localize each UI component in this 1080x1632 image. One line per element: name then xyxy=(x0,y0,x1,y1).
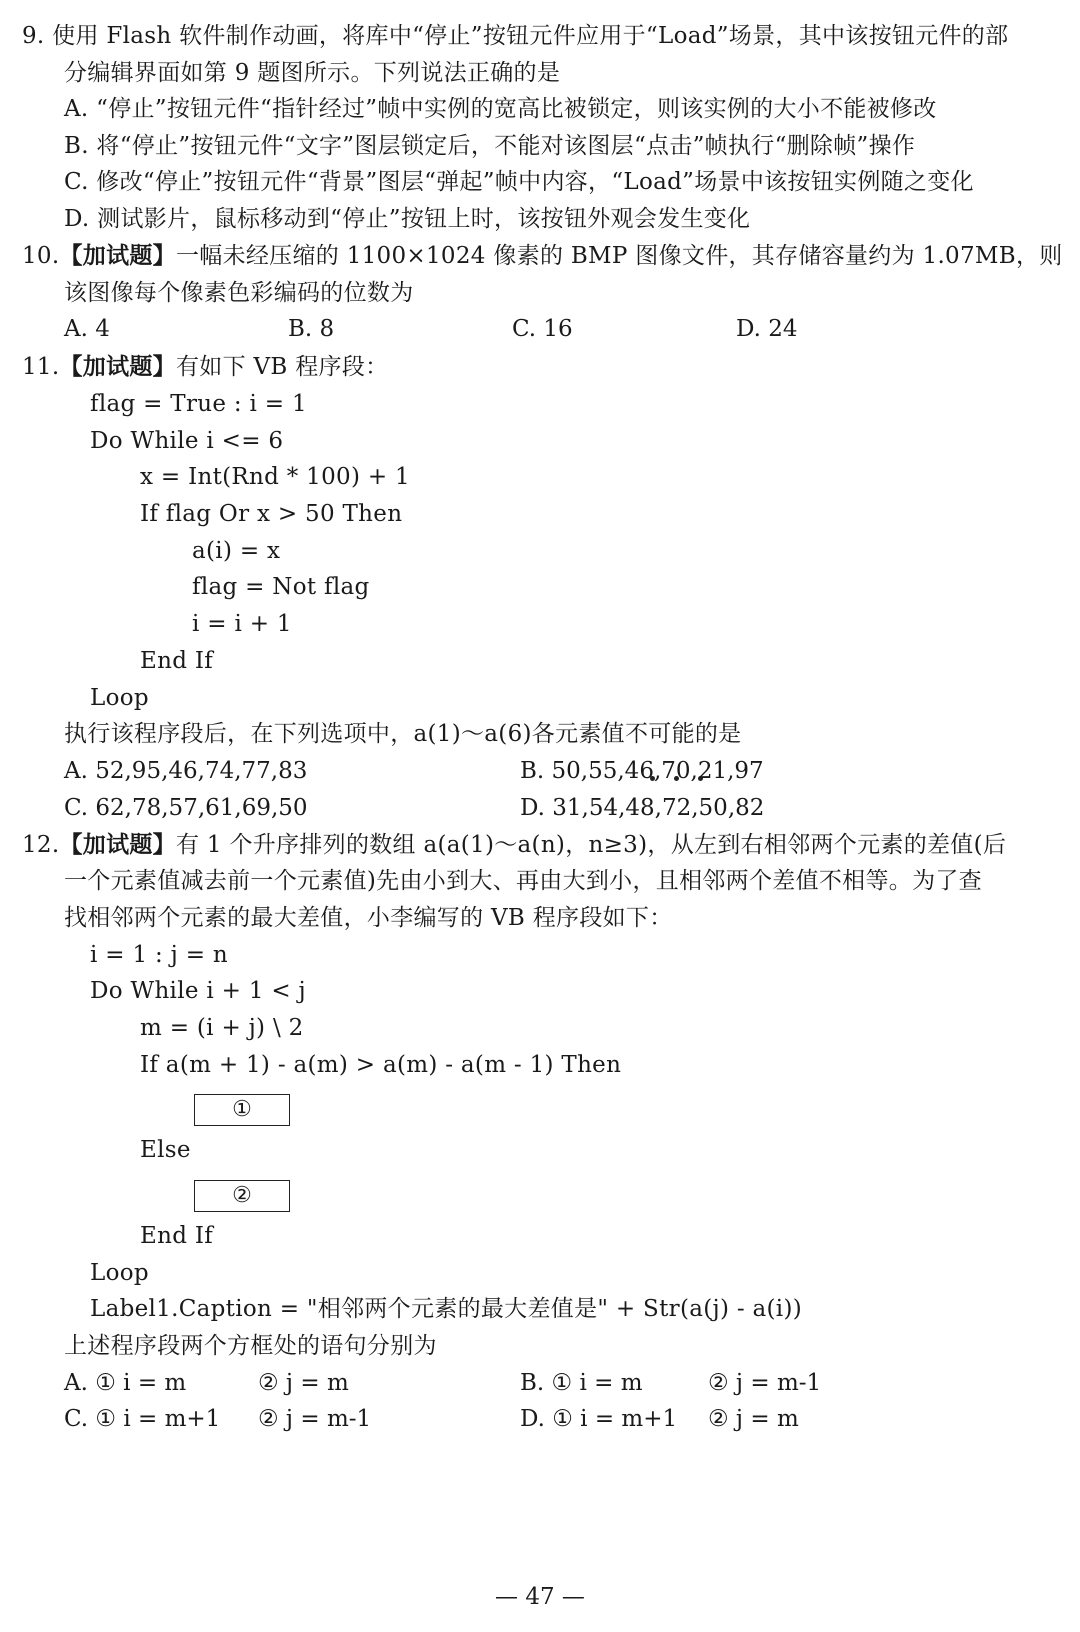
q11-stem xyxy=(22,352,388,382)
q11-code-line: i = i + 1 xyxy=(192,611,292,637)
answer-box-1: ① xyxy=(194,1094,290,1126)
q11-code-line: flag = Not flag xyxy=(192,574,370,600)
q11-number: 11. xyxy=(22,354,60,380)
q12-option-d-second: ② j = m xyxy=(708,1406,799,1432)
q12-code-line: Do While i + 1 < j xyxy=(90,978,306,1004)
q11-question: 执行该程序段后，在下列选项中，a(1)～a(6)各元素值不可能的是 xyxy=(64,721,742,747)
q12-option-d-first: D. ① i = m+1 xyxy=(520,1406,678,1432)
q10-number: 10. xyxy=(22,243,60,269)
q9-option-c: C. 修改“停止”按钮元件“背景”图层“弹起”帧中内容，“Load”场景中该按钮实例随之变化 xyxy=(64,169,974,195)
q12-code-line: End If xyxy=(140,1223,214,1249)
q10-option-b: B. 8 xyxy=(288,316,335,342)
q12-stem-line2: 一个元素值减去前一个元素值)先由小到大、再由大到小，且相邻两个差值不相等。为了查 xyxy=(64,868,982,894)
q12-stem-line3: 找相邻两个元素的最大差值，小李编写的 VB 程序段如下： xyxy=(64,905,673,931)
q10-option-d: D. 24 xyxy=(736,316,798,342)
q12-code-line: Else xyxy=(140,1137,191,1163)
q10-stem-text: 一幅未经压缩的 1100×1024 像素的 BMP 图像文件，其存储容量约为 1.07MB，则 xyxy=(175,243,1063,269)
q10-stem-line2: 该图像每个像素色彩编码的位数为 xyxy=(64,280,414,306)
q10-tag: 【加试题】 xyxy=(59,242,176,269)
q11-tag: 【加试题】 xyxy=(59,353,176,380)
q11-option-b: B. 50,55,46,70,21,97 xyxy=(520,758,764,784)
q11-option-d: D. 31,54,48,72,50,82 xyxy=(520,795,765,821)
q10-option-a: A. 4 xyxy=(64,316,110,342)
q9-option-a: A. “停止”按钮元件“指针经过”帧中实例的宽高比被锁定，则该实例的大小不能被修改 xyxy=(64,96,937,122)
q11-stem-text: 有如下 VB 程序段： xyxy=(175,354,389,380)
q12-code-line: i = 1 : j = n xyxy=(90,942,228,968)
q12-code-line: Loop xyxy=(90,1260,149,1286)
q11-code-line: flag = True : i = 1 xyxy=(90,391,307,417)
q12-option-c-second: ② j = m-1 xyxy=(258,1406,372,1432)
q12-option-a-second: ② j = m xyxy=(258,1370,349,1396)
q12-number: 12. xyxy=(22,832,60,858)
q12-code-line: m = (i + j) \ 2 xyxy=(140,1015,304,1041)
q12-option-c-first: C. ① i = m+1 xyxy=(64,1406,221,1432)
q12-option-b-second: ② j = m-1 xyxy=(708,1370,822,1396)
q12-question: 上述程序段两个方框处的语句分别为 xyxy=(64,1333,437,1359)
q9-option-b: B. 将“停止”按钮元件“文字”图层锁定后，不能对该图层“点击”帧执行“删除帧”操作 xyxy=(64,133,916,159)
q11-code-line: a(i) = x xyxy=(192,538,281,564)
answer-box-2: ② xyxy=(194,1180,290,1212)
page-number: — 47 — xyxy=(495,1584,585,1610)
q12-option-b-first: B. ① i = m xyxy=(520,1370,643,1396)
q12-stem-line1 xyxy=(22,830,1006,860)
q11-code-line: x = Int(Rnd * 100) + 1 xyxy=(140,464,410,490)
q12-tag: 【加试题】 xyxy=(59,831,176,858)
q12-code-line: If a(m + 1) - a(m) > a(m) - a(m - 1) Then xyxy=(140,1052,622,1078)
q11-option-a: A. 52,95,46,74,77,83 xyxy=(64,758,308,784)
q12-code-line: Label1.Caption = "相邻两个元素的最大差值是" + Str(a(j) - a(i)) xyxy=(90,1296,802,1322)
q11-option-c: C. 62,78,57,61,69,50 xyxy=(64,795,308,821)
q12-stem-text: 有 1 个升序排列的数组 a(a(1)～a(n)，n≥3)，从左到右相邻两个元素的差值(后 xyxy=(175,832,1007,858)
q11-code-line: If flag Or x > 50 Then xyxy=(140,501,403,527)
q9-stem-line1: 9. 使用 Flash 软件制作动画，将库中“停止”按钮元件应用于“Load”场景，其中该按钮元件的部 xyxy=(22,23,1009,49)
q9-option-d: D. 测试影片，鼠标移动到“停止”按钮上时，该按钮外观会发生变化 xyxy=(64,206,751,232)
q11-code-line: End If xyxy=(140,648,214,674)
q10-option-c: C. 16 xyxy=(512,316,573,342)
q12-option-a-first: A. ① i = m xyxy=(64,1370,187,1396)
q11-code-line: Do While i <= 6 xyxy=(90,428,284,454)
q9-stem-line2: 分编辑界面如第 9 题图所示。下列说法正确的是 xyxy=(64,60,561,86)
q11-code-line: Loop xyxy=(90,685,149,711)
q10-stem-line1 xyxy=(22,241,1063,271)
